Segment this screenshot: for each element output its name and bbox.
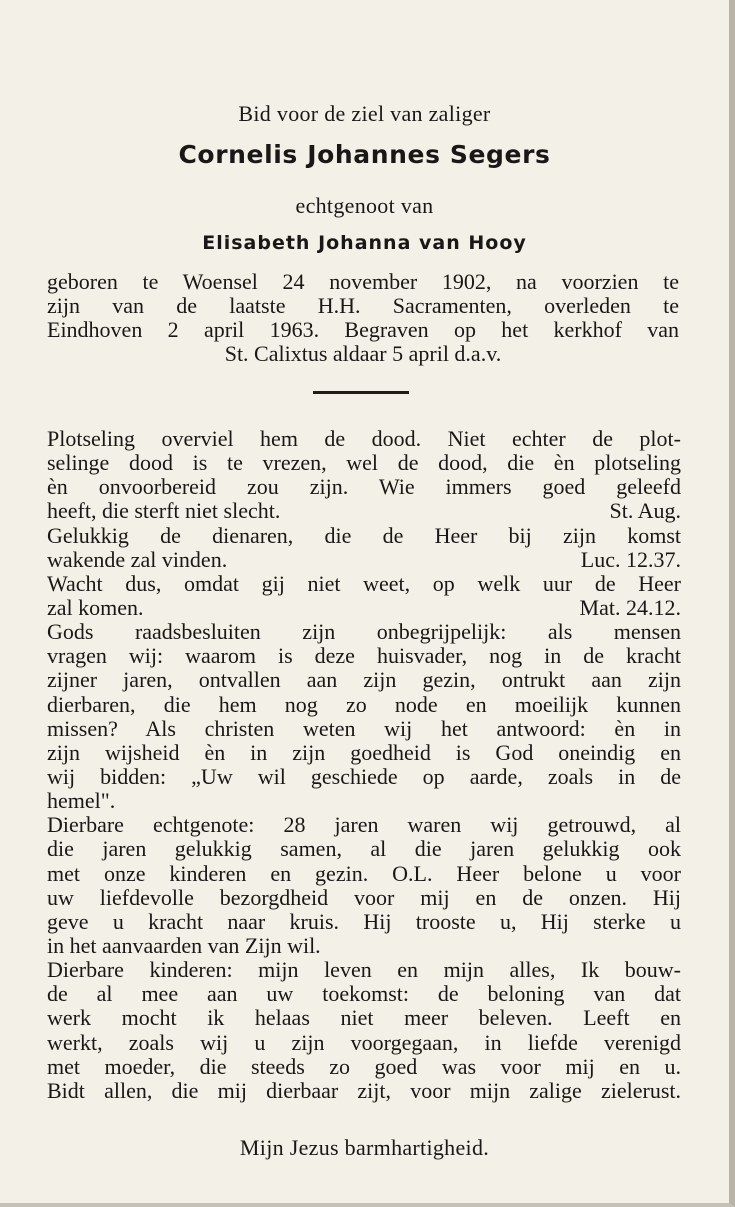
- text-line: vragen wij: waarom is deze huisvader, nog in de kracht: [47, 643, 681, 669]
- closing-prayer: Mijn Jezus barmhartigheid.: [239, 1135, 490, 1160]
- text-line: zijn wijsheid èn in zijn goedheid is God oneindig en: [47, 739, 681, 765]
- biography-paragraph: [47, 270, 679, 366]
- text-line: Dierbare echtgenote: 28 jaren waren wij getrouwd, al: [47, 812, 681, 838]
- text-line: heeft, die sterft niet slecht.: [47, 498, 281, 524]
- citation-matthew: Mat. 24.12.: [579, 594, 681, 620]
- text-line: Plotseling overviel hem de dood. Niet echter de plot-: [47, 426, 681, 451]
- text-line: de al mee aan uw toekomst: de beloning van dat: [47, 981, 681, 1007]
- divider-rule: [313, 391, 409, 394]
- intro-line: Bid voor de ziel van zaliger: [238, 101, 491, 126]
- text-line: hemel".: [47, 788, 116, 814]
- text-line: met moeder, die steeds zo goed was voor mij en u.: [47, 1053, 681, 1079]
- text-line: èn onvoorbereid zou zijn. Wie immers goed geleefd: [47, 474, 681, 500]
- citation-augustine: St. Aug.: [609, 498, 681, 524]
- text-line-with-citation: [47, 499, 681, 523]
- text-line: selinge dood is te vrezen, wel de dood, die èn plotseling: [47, 450, 681, 476]
- text-line: Gelukkig de dienaren, die de Heer bij zijn komst: [47, 522, 681, 548]
- text-line-with-citation: [47, 596, 681, 620]
- text-line: zal komen.: [47, 594, 144, 620]
- bio-line: Eindhoven 2 april 1963. Begraven op het kerkhof van: [47, 317, 679, 342]
- meditation-text: [47, 427, 681, 1103]
- bio-line: geboren te Woensel 24 november 1902, na voorzien te: [47, 269, 679, 294]
- text-line: dierbaren, die hem nog zo node en moeilijk kunnen: [47, 691, 681, 717]
- text-line: wij bidden: „Uw wil geschiede op aarde, zoals in de: [47, 763, 681, 789]
- citation-luke: Luc. 12.37.: [580, 546, 681, 572]
- text-line-with-citation: [47, 548, 681, 572]
- text-line: geve u kracht naar kruis. Hij trooste u, Hij sterke u: [47, 908, 681, 934]
- text-line: werk mocht ik helaas niet meer beleven. Leeft en: [47, 1005, 681, 1031]
- bio-line: zijn van de laatste H.H. Sacramenten, overleden te: [47, 293, 679, 318]
- text-line: die jaren gelukkig samen, al die jaren gelukkig ook: [47, 836, 681, 862]
- bio-line: St. Calixtus aldaar 5 april d.a.v.: [224, 341, 502, 366]
- text-line: zijner jaren, ontvallen aan zijn gezin, ontrukt aan zijn: [47, 667, 681, 693]
- spouse-name: Elisabeth Johanna van Hooy: [202, 232, 527, 254]
- text-line: met onze kinderen en gezin. O.L. Heer belone u voor: [47, 860, 681, 886]
- text-line: Dierbare kinderen: mijn leven en mijn alles, Ik bouw-: [47, 957, 681, 983]
- text-line: wakende zal vinden.: [47, 546, 228, 572]
- text-line: werkt, zoals wij u zijn voorgegaan, in liefde verenigd: [47, 1029, 681, 1055]
- text-line: missen? Als christen weten wij het antwoord: èn in: [47, 715, 681, 741]
- text-line: Bidt allen, die mij dierbaar zijt, voor mijn zalige zielerust.: [47, 1077, 681, 1103]
- text-line: uw liefdevolle bezorgdheid voor mij en de onzen. Hij: [47, 884, 681, 910]
- text-line: Wacht dus, omdat gij niet weet, op welk uur de Heer: [47, 570, 681, 596]
- text-line: Gods raadsbesluiten zijn onbegrijpelijk: als mensen: [47, 619, 681, 645]
- text-line: in het aanvaarden van Zijn wil.: [47, 932, 321, 958]
- deceased-name: Cornelis Johannes Segers: [178, 140, 551, 169]
- spouse-label: echtgenoot van: [295, 193, 434, 218]
